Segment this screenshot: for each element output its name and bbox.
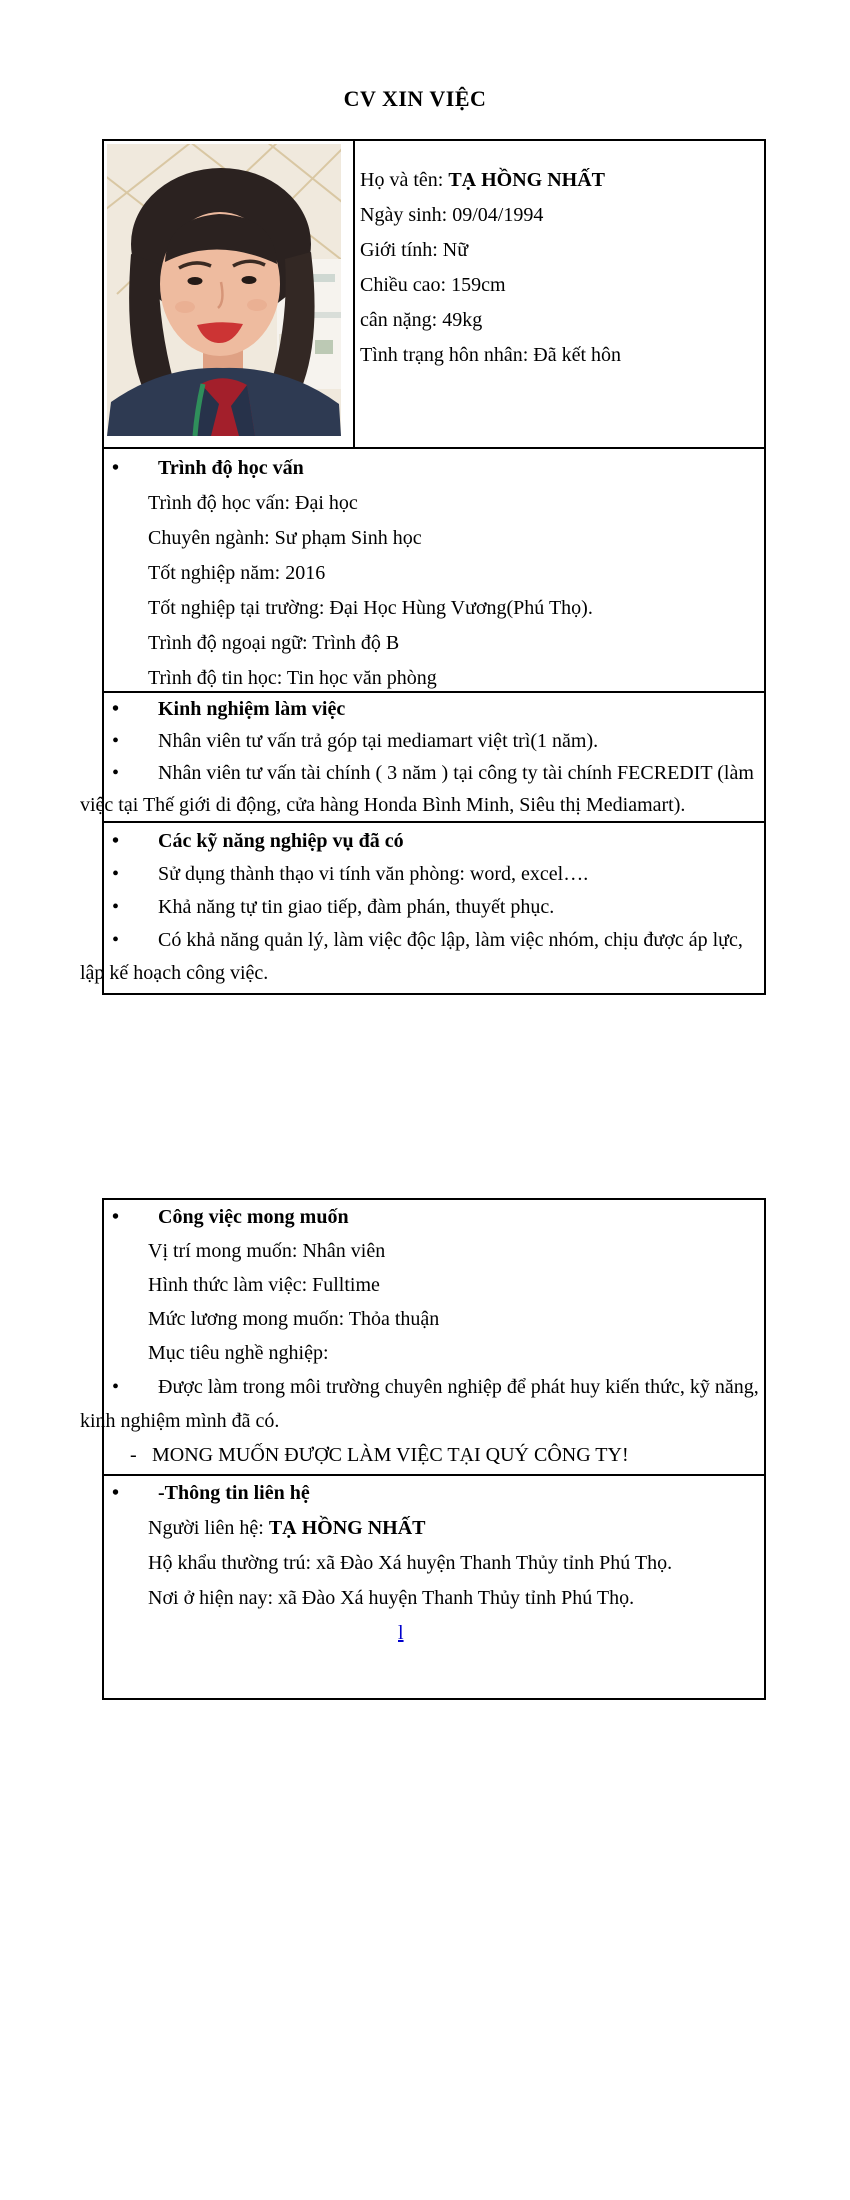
field-gender: Giới tính: Nữ — [360, 239, 469, 261]
desired-job-line: Hình thức làm việc: Fulltime — [148, 1274, 380, 1296]
dash-icon: - — [130, 1444, 137, 1466]
field-label: Họ và tên: — [360, 169, 449, 191]
applicant-name: TẠ HỒNG NHẤT — [448, 169, 605, 191]
experience-heading: • Kinh nghiệm làm việc — [104, 693, 764, 725]
page-title: CV XIN VIỆC — [343, 86, 487, 111]
field-height: Chiều cao: 159cm — [360, 274, 506, 296]
bullet-icon: • — [112, 1482, 120, 1504]
skill-item: • Có khả năng quản lý, làm việc độc lập, làm việc nhóm, chịu được áp lực, lập kế hoạch công việc. — [80, 924, 764, 990]
experience-item: • Nhân viên tư vấn tài chính ( 3 năm ) tại công ty tài chính FECREDIT (làm việc tại Thế giới di động, cửa hàng Honda Bình Minh, Siêu thị Mediamart). — [80, 757, 764, 821]
field-weight: cân nặng: 49kg — [360, 309, 483, 331]
personal-info-row — [104, 141, 764, 449]
desired-job-heading: • Công việc mong muốn — [104, 1200, 764, 1234]
photo-cell — [104, 141, 355, 447]
contact-person-line: Người liên hệ: TẠ HỒNG NHẤT — [148, 1517, 426, 1539]
link-line — [398, 1616, 764, 1651]
bullet-icon: • — [112, 1206, 120, 1228]
education-line: Trình độ ngoại ngữ: Trình độ B — [148, 632, 400, 654]
skills-heading: • Các kỹ năng nghiệp vụ đã có — [104, 825, 764, 858]
bullet-icon: • — [112, 863, 120, 885]
skills-section — [80, 823, 764, 991]
bullet-icon: • — [112, 929, 120, 951]
education-line: Trình độ tin học: Tin học văn phòng — [148, 667, 437, 689]
skill-item: • Sử dụng thành thạo vi tính văn phòng: word, excel…. — [80, 858, 764, 891]
contact-line: Nơi ở hiện nay: xã Đào Xá huyện Thanh Thủy tỉnh Phú Thọ. — [148, 1587, 635, 1609]
education-line: Tốt nghiệp năm: 2016 — [148, 562, 326, 584]
field-full-name — [360, 163, 756, 198]
bullet-icon: • — [112, 896, 120, 918]
field-birthdate: Ngày sinh: 09/04/1994 — [360, 204, 544, 226]
bullet-icon: • — [112, 830, 120, 852]
hyperlink[interactable]: l — [398, 1622, 404, 1644]
field-marital-status: Tình trạng hôn nhân: Đã kết hôn — [360, 344, 622, 366]
contact-section — [104, 1476, 764, 1698]
contact-heading: • -Thông tin liên hệ — [104, 1476, 764, 1511]
personal-info-cell — [355, 141, 764, 447]
education-line: Chuyên ngành: Sư phạm Sinh học — [148, 527, 422, 549]
desired-job-line: Vị trí mong muốn: Nhân viên — [148, 1240, 386, 1262]
contact-name: TẠ HỒNG NHẤT — [268, 1517, 426, 1539]
cv-secondary-table — [80, 1198, 766, 1700]
education-section — [104, 449, 764, 693]
education-line: Tốt nghiệp tại trường: Đại Học Hùng Vương(Phú Thọ). — [148, 597, 593, 619]
education-heading: • Trình độ học vấn — [104, 451, 764, 486]
bullet-icon: • — [112, 698, 120, 720]
experience-section — [80, 693, 764, 823]
skill-item: • Khả năng tự tin giao tiếp, đàm phán, thuyết phục. — [80, 891, 764, 924]
wish-line: - MONG MUỐN ĐƯỢC LÀM VIỆC TẠI QUÝ CÔNG TY! — [130, 1438, 764, 1472]
bullet-icon: • — [112, 457, 120, 479]
bullet-icon: • — [112, 1376, 120, 1398]
cv-main-table — [80, 139, 766, 995]
bullet-icon: • — [112, 730, 120, 752]
experience-item: • Nhân viên tư vấn trả góp tại mediamart việt trì(1 năm). — [80, 725, 764, 757]
career-objective-item: • Được làm trong môi trường chuyên nghiệp để phát huy kiến thức, kỹ năng, kinh nghiệm mình đã có. — [80, 1370, 764, 1438]
profile-photo — [107, 144, 341, 436]
education-line: Trình độ học vấn: Đại học — [148, 492, 358, 514]
desired-job-section — [80, 1200, 764, 1476]
bullet-icon: • — [112, 762, 120, 784]
desired-job-line: Mục tiêu nghề nghiệp: — [148, 1342, 329, 1364]
desired-job-line: Mức lương mong muốn: Thỏa thuận — [148, 1308, 440, 1330]
contact-line: Hộ khẩu thường trú: xã Đào Xá huyện Thanh Thủy tỉnh Phú Thọ. — [148, 1552, 673, 1574]
